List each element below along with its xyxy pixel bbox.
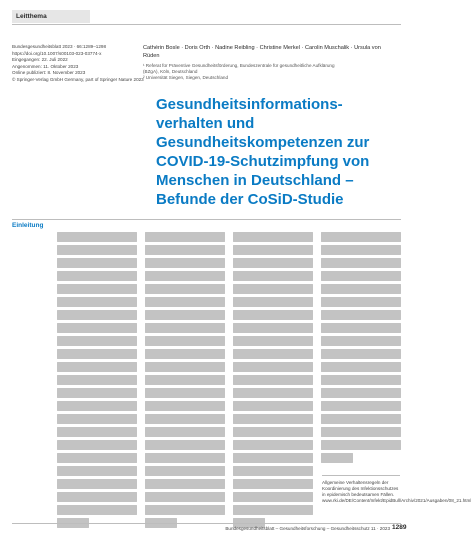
author-list: Cathérin Bosle · Doris Orth · Nadine Reibling · Christine Merkel · Carolin Muschalik · Ursula von Rüden [143, 45, 381, 59]
article-metadata [12, 44, 144, 83]
text-line [233, 258, 313, 268]
text-line [321, 258, 401, 268]
text-line [57, 232, 137, 242]
header-rule [12, 24, 401, 25]
text-line [233, 297, 313, 307]
text-line [57, 258, 137, 268]
text-line [145, 427, 225, 437]
text-line [321, 336, 401, 346]
meta-doi-link[interactable]: https://doi.org/10.1007/s00103-023-03774-x [12, 50, 102, 56]
text-line [145, 336, 225, 346]
text-line [57, 427, 137, 437]
meta-received: Eingegangen: 22. Juli 2022 [12, 57, 68, 62]
text-line [233, 440, 313, 450]
text-line [145, 466, 225, 476]
text-line [145, 310, 225, 320]
footer-rule [12, 523, 401, 524]
text-line [57, 245, 137, 255]
text-line [233, 414, 313, 424]
footnote: Allgemeine Verhaltensregeln der Koordinierung des Infektionsschutzes in epidemisch bedeutsamen Fällen. www.rki.de/DE/Content/Infekt/EpidBull/Archiv/2021/Ausgaben/08_21.html [322, 480, 471, 503]
section-heading: Einleitung [12, 222, 44, 229]
section-rule [12, 219, 401, 220]
text-line [321, 232, 401, 242]
text-line [321, 297, 401, 307]
text-line [145, 245, 225, 255]
text-line [321, 388, 401, 398]
affiliations [143, 63, 398, 81]
text-line [145, 271, 225, 281]
text-line [57, 375, 137, 385]
text-line [57, 479, 137, 489]
text-line [233, 232, 313, 242]
meta-copyright: © Springer-Verlag GmbH Germany, part of Springer Nature 2023 [12, 76, 144, 82]
text-line [57, 505, 137, 515]
text-line [57, 453, 137, 463]
text-line [321, 245, 401, 255]
text-line [233, 310, 313, 320]
text-line [233, 466, 313, 476]
text-line [321, 401, 401, 411]
text-line [145, 388, 225, 398]
meta-accepted: Angenommen: 11. Oktober 2023 [12, 63, 79, 69]
text-line [57, 336, 137, 346]
page-number: 1289 [392, 524, 407, 531]
text-line [57, 271, 137, 281]
text-line [145, 414, 225, 424]
text-line [145, 323, 225, 333]
text-line [145, 362, 225, 372]
text-line [145, 479, 225, 489]
text-line [233, 375, 313, 385]
meta-published: Online publiziert: 8. November 2023 [12, 70, 86, 75]
journal-footer: Bundesgesundheitsblatt – Gesundheitsforschung – Gesundheitsschutz 11 · 2023 [225, 526, 390, 531]
text-line [321, 349, 401, 359]
text-line [57, 284, 137, 294]
body-column-2 [145, 232, 225, 532]
text-line [145, 505, 225, 515]
text-line [321, 453, 353, 463]
footnote-rule [322, 475, 400, 476]
body-column-4 [321, 232, 401, 467]
text-line [57, 310, 137, 320]
text-line [57, 401, 137, 411]
text-line [233, 336, 313, 346]
text-line [57, 440, 137, 450]
text-line [145, 375, 225, 385]
text-line [233, 492, 313, 502]
text-line [57, 349, 137, 359]
text-line [145, 349, 225, 359]
affiliation-1-cont: (BZgA), Köln, Deutschland [143, 69, 198, 74]
text-line [233, 284, 313, 294]
text-line [57, 414, 137, 424]
text-line [233, 427, 313, 437]
text-line [233, 271, 313, 281]
text-line [233, 349, 313, 359]
text-line [145, 284, 225, 294]
text-line [321, 440, 401, 450]
text-line [145, 492, 225, 502]
text-line [57, 388, 137, 398]
text-line [145, 440, 225, 450]
text-line [145, 232, 225, 242]
text-line [233, 245, 313, 255]
text-line [321, 375, 401, 385]
text-line [321, 284, 401, 294]
text-line [233, 362, 313, 372]
text-line [233, 453, 313, 463]
article-title: Gesundheitsinformations-verhalten und Gesundheitskompetenzen zur COVID-19-Schutzimpfung von Menschen in Deutschland – Befunde der CoSiD-Studie [156, 96, 370, 208]
text-line [321, 427, 401, 437]
text-line [57, 362, 137, 372]
text-line [57, 323, 137, 333]
text-line [233, 323, 313, 333]
text-line [145, 453, 225, 463]
section-tag: Leitthema [12, 10, 90, 23]
body-column-1 [57, 232, 137, 532]
text-line [321, 310, 401, 320]
text-line [57, 492, 137, 502]
text-line [321, 414, 401, 424]
text-line [233, 505, 313, 515]
text-line [57, 466, 137, 476]
body-column-3 [233, 232, 313, 532]
text-line [321, 362, 401, 372]
text-line [145, 258, 225, 268]
meta-citation: Bundesgesundheitsblatt 2023 · 66:1289–1298 [12, 44, 106, 49]
text-line [321, 271, 401, 281]
text-line [57, 297, 137, 307]
text-line [145, 401, 225, 411]
text-line [321, 323, 401, 333]
text-line [233, 479, 313, 489]
text-line [145, 297, 225, 307]
text-line [233, 401, 313, 411]
text-line [233, 388, 313, 398]
affiliation-1: ¹ Referat für Präventive Gesundheitsförderung, Bundeszentrale für gesundheitliche Aufklärung [143, 63, 335, 68]
affiliation-2: ² Universität Siegen, Siegen, Deutschland [143, 75, 229, 80]
